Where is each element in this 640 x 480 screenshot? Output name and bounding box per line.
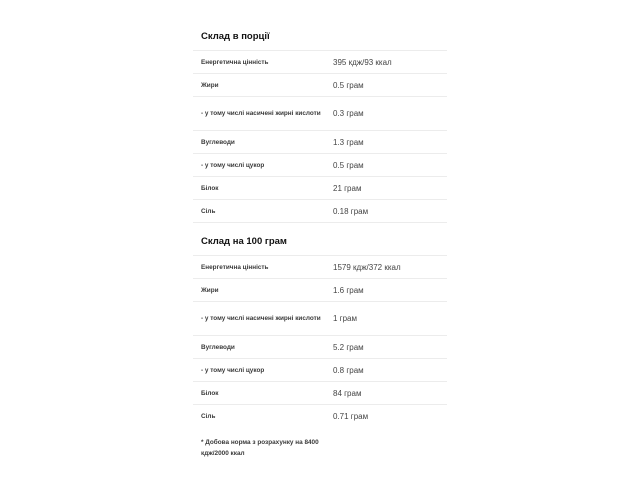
row-label-carbs: Вуглеводи <box>201 138 235 146</box>
row-value-protein: 21 грам <box>333 183 362 193</box>
table-row <box>193 302 447 336</box>
row-label-protein: Білок <box>201 184 219 192</box>
row-label-sugar: - у тому числі цукор <box>201 161 265 169</box>
row-value-carbs: 1.3 грам <box>333 137 364 147</box>
row-label-salt: Сіль <box>201 412 216 420</box>
daily-norm-footnote: * Добова норма з розрахунку на 8400 кдж/2000 ккал <box>201 439 319 457</box>
per-serving-title: Склад в порції <box>193 24 447 51</box>
per-100g-title: Склад на 100 грам <box>193 229 447 256</box>
row-label-fat: Жири <box>201 286 219 294</box>
table-row <box>193 359 447 382</box>
table-row <box>193 405 447 427</box>
row-value-sugar: 0.8 грам <box>333 365 364 375</box>
per-100g-table <box>193 256 447 427</box>
table-row <box>193 97 447 131</box>
row-label-fat: Жири <box>201 81 219 89</box>
row-label-saturated-fat: - у тому числі насичені жирні кислоти <box>201 110 321 117</box>
table-row <box>193 131 447 154</box>
table-row <box>193 256 447 279</box>
table-row <box>193 382 447 405</box>
row-value-saturated-fat: 1 грам <box>333 314 357 323</box>
table-row <box>193 336 447 359</box>
row-value-energy: 395 кдж/93 ккал <box>333 57 392 67</box>
per-serving-table <box>193 51 447 223</box>
row-label-protein: Білок <box>201 389 219 397</box>
table-row <box>193 177 447 200</box>
table-row <box>193 154 447 177</box>
row-value-carbs: 5.2 грам <box>333 342 364 352</box>
row-value-salt: 0.18 грам <box>333 206 369 216</box>
row-value-fat: 1.6 грам <box>333 285 364 295</box>
row-label-energy: Енергетична цінність <box>201 58 269 66</box>
row-label-salt: Сіль <box>201 207 216 215</box>
row-label-carbs: Вуглеводи <box>201 343 235 351</box>
table-row <box>193 51 447 74</box>
row-value-sugar: 0.5 грам <box>333 160 364 170</box>
table-row <box>193 200 447 223</box>
row-value-saturated-fat: 0.3 грам <box>333 109 364 118</box>
row-label-sugar: - у тому числі цукор <box>201 366 265 374</box>
row-label-energy: Енергетична цінність <box>201 263 269 271</box>
row-value-energy: 1579 кдж/372 ккал <box>333 262 401 272</box>
row-value-protein: 84 грам <box>333 388 362 398</box>
row-value-salt: 0.71 грам <box>333 411 369 421</box>
row-label-saturated-fat: - у тому числі насичені жирні кислоти <box>201 315 321 322</box>
table-row <box>193 74 447 97</box>
table-row <box>193 279 447 302</box>
row-value-fat: 0.5 грам <box>333 80 364 90</box>
nutrition-panel <box>193 24 447 459</box>
